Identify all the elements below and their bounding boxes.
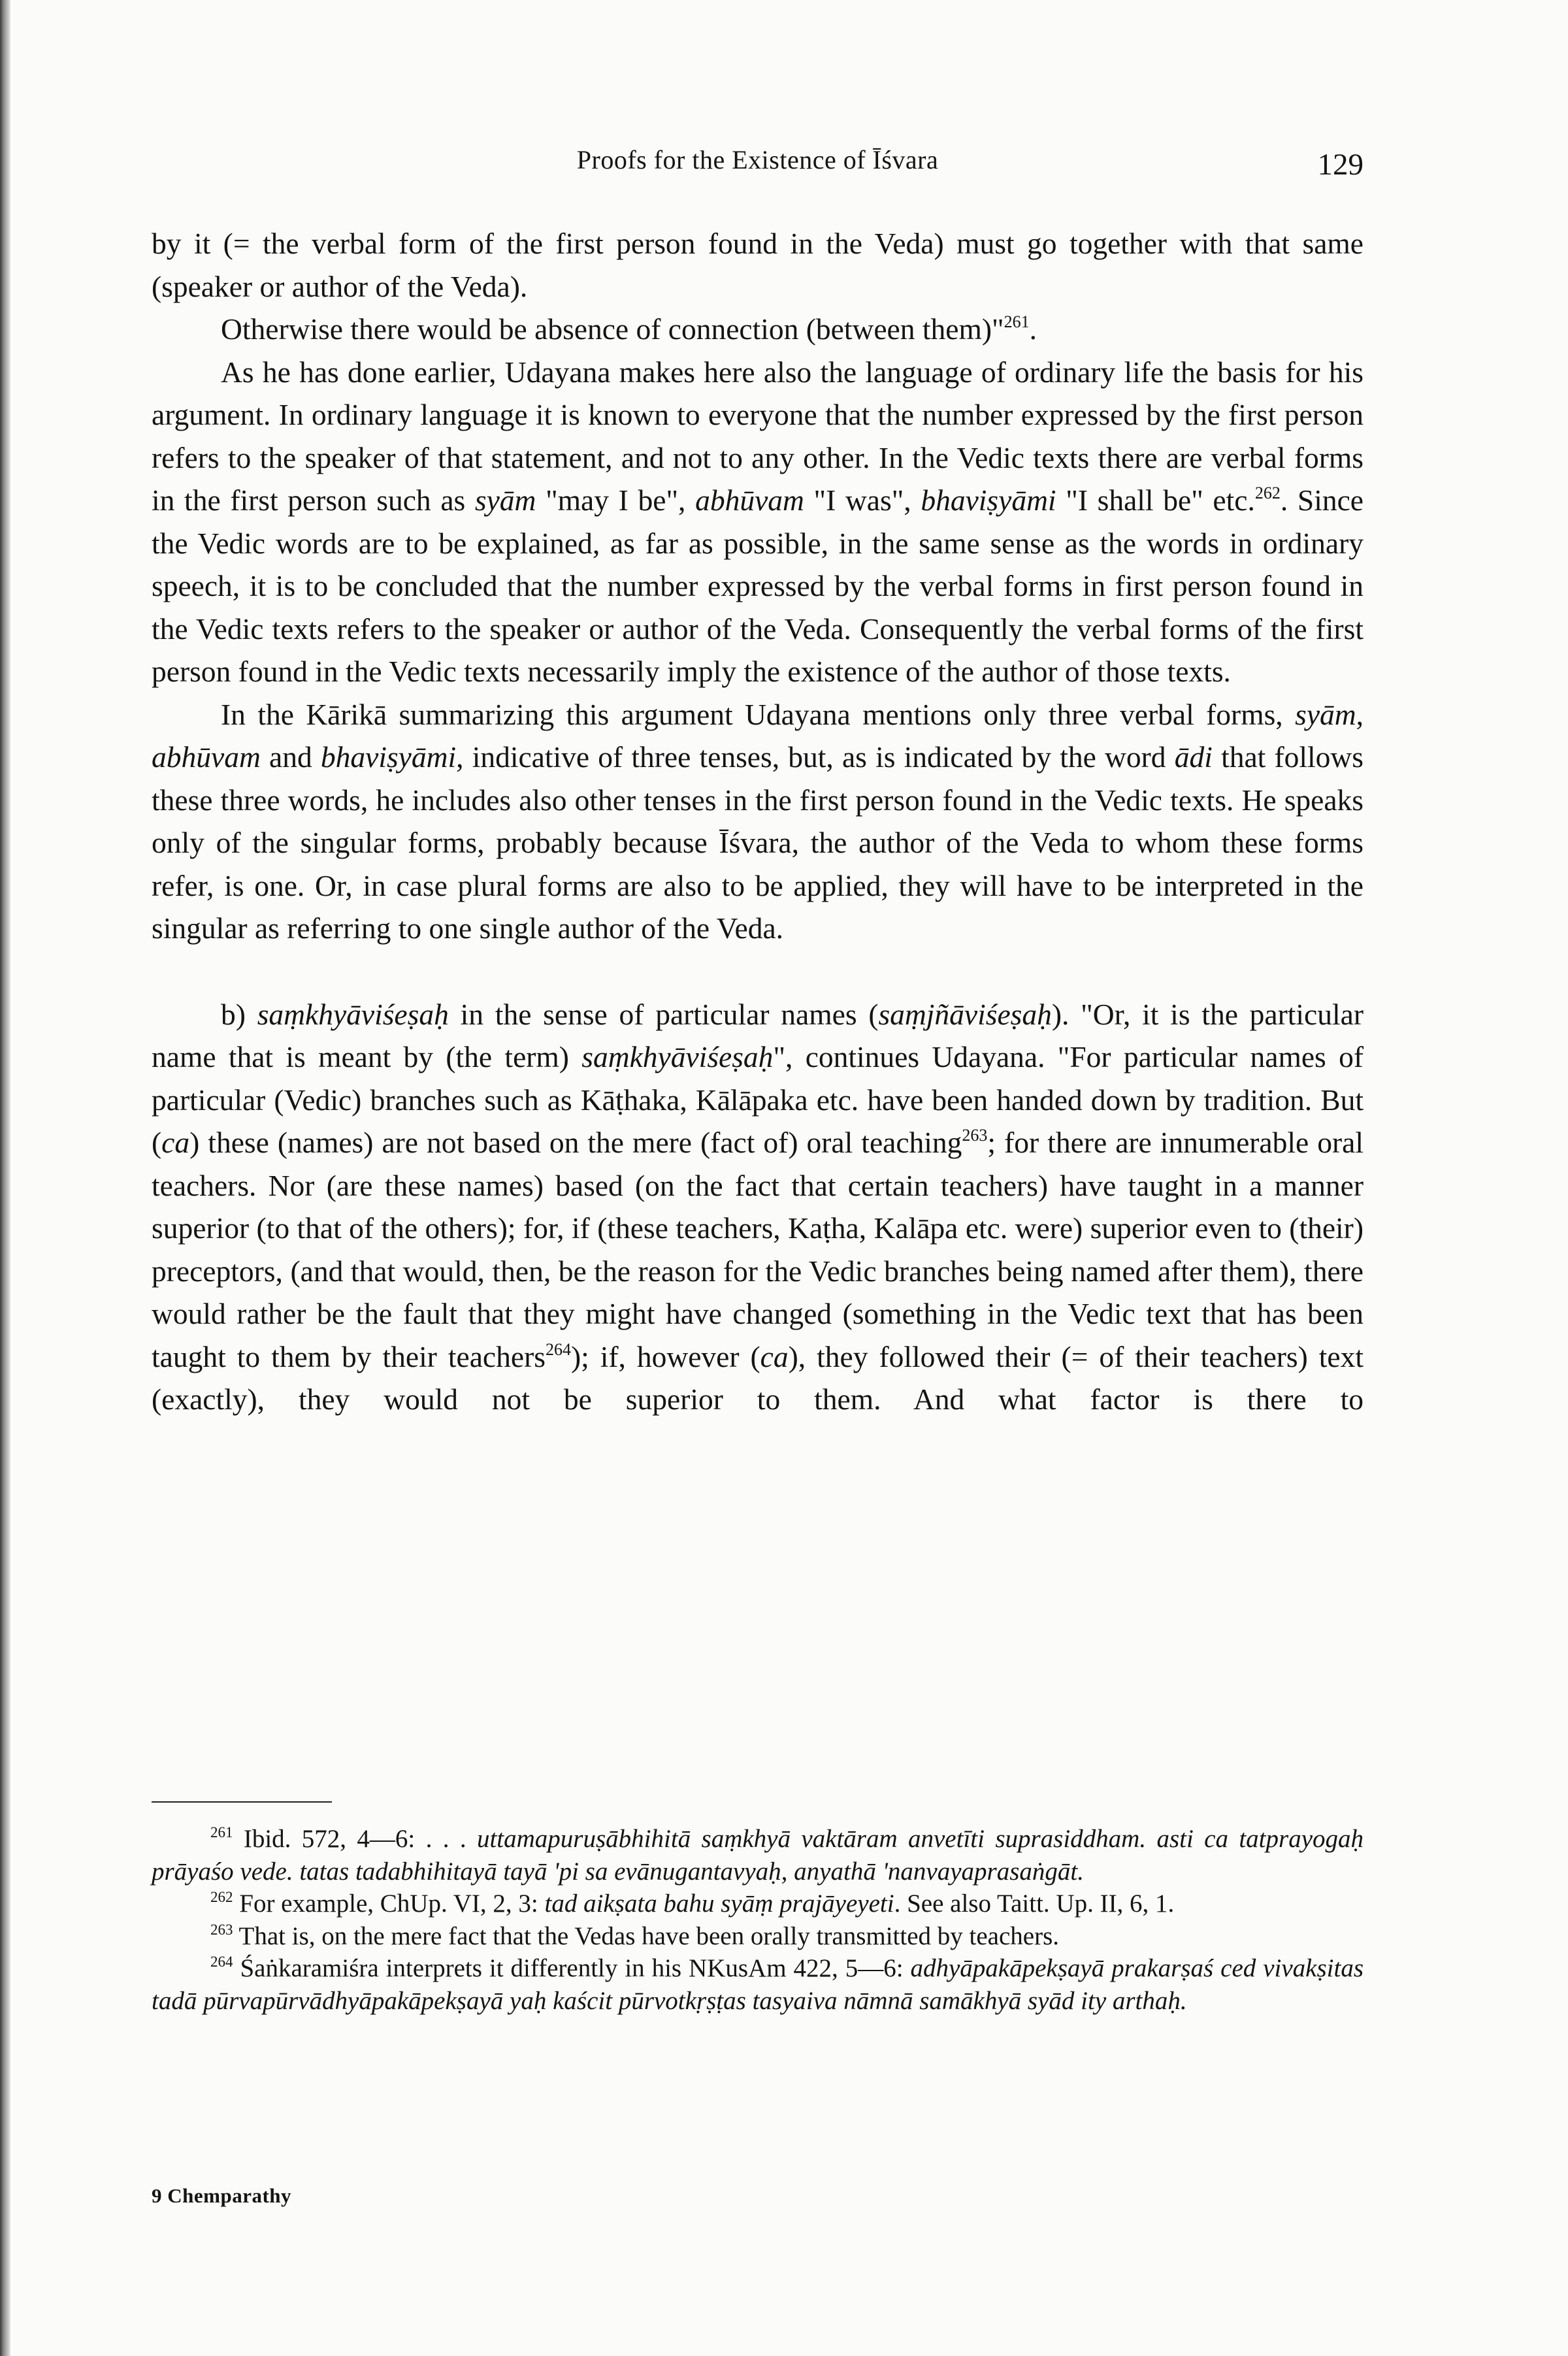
text-run: ); if, however ( [570,1339,760,1373]
sanskrit-term: ca [760,1339,789,1373]
page-header [152,139,1364,185]
text-run: ", continues Udayana. "For particular names of particular (Vedic) branches such as Kāṭhaka, Kālāpaka etc. have been handed down by tradition. But ( [152,1040,1364,1159]
footnote-number: 264 [210,1954,233,1970]
footnote-separator [152,1801,332,1803]
footnote-number: 261 [210,1824,233,1841]
text-run: , indicative of three tenses, but, as is indicated by the word [456,740,1175,774]
sanskrit-quote: uttamapuruṣābhihitā saṃkhyā vaktāram anvetīti suprasiddham. asti ca tatprayogaḥ prāyaśo vede. tatas tadabhihitayā tayā 'pi sa evānugantavyaḥ, anyathā 'nanvayaprasaṅgāt. [152,1825,1364,1886]
page-number: 129 [1317,148,1364,182]
running-title: Proofs for the Existence of Īśvara [576,145,939,174]
text-run: . Since the Vedic words are to be explained, as far as possible, in the same sense as the words in ordinary speech, it is to be concluded that the number expressed by the verbal forms in first person found in the Vedic texts refers to the speaker or author of the Veda. Consequently the verbal forms of the first person found in the Vedic texts necessarily imply the existence of the author of those texts. [152,483,1364,688]
text-run: Otherwise there would be absence of connection (between them)" [221,312,1004,346]
text-run: b) [221,997,257,1031]
sanskrit-term: bhaviṣyāmi [921,483,1056,517]
footnote-number: 263 [210,1921,233,1938]
footnote-ref-263[interactable]: 263 [962,1126,988,1145]
text-run: by it (= the verbal form of the first person found in the Veda) must go together with that same (speaker or author of the Veda). [152,227,1364,303]
paragraph: Otherwise there would be absence of connection (between them)"$^{261}$. [221,312,1037,346]
footnote-263 [152,1920,1364,1953]
text-run: that follows these three words, he includes also other tenses in the first person found in the Vedic texts. He speaks only of the singular forms, probably because Īśvara, the author of the Veda to whom these forms refer, is one. Or, in case plural forms are also to be applied, they will have to be interpreted in the singular as referring to one single author of the Veda. [152,740,1364,945]
sanskrit-term: ca [161,1126,190,1159]
sanskrit-term: saṃjñāviśeṣaḥ [878,997,1052,1031]
footnote-264 [152,1952,1364,2017]
sanskrit-term: saṃkhyāviśeṣaḥ [581,1040,774,1073]
text-run: ). "Or, it is the particular name that is meant by (the term) [152,997,1364,1073]
paragraph: In the Kārikā summarizing this argument Udayana mentions only three verbal forms, syām, abhūvam and bhaviṣyāmi, indicative of three tenses, but, as is indicated by the word ādi that follows these three words, he includes also other tenses in the first person found in the Vedic texts. He speaks only of the singular forms, probably because Īśvara, the author of the Veda to whom these forms refer, is one. Or, in case plural forms are also to be applied, they will have to be interpreted in the singular as referring to one single author of the Veda. [152,697,1364,945]
text-run: . See also Taitt. Up. II, 6, 1. [894,1890,1175,1918]
sanskrit-term: abhūvam [152,740,261,774]
sanskrit-term: saṃkhyāviśeṣaḥ [257,997,449,1031]
text-run: in the sense of particular names ( [448,997,879,1031]
footnote-261 [152,1823,1364,1888]
paragraph [152,222,1364,308]
text-run: "may I be", [536,483,696,517]
footnote-ref-261[interactable]: 261 [1004,312,1030,331]
signature-mark: 9 Chemparathy [152,2184,292,2207]
sanskrit-term: syām [474,483,536,517]
text-run: ), they followed their (= of their teachers) text (exactly), they would not be superior to them. And what factor is there to [152,1339,1364,1416]
sanskrit-term: bhaviṣyāmi [320,740,457,774]
main-text [152,222,1364,1421]
sanskrit-term: syām [1295,697,1356,731]
footnotes [152,1823,1364,2017]
scan-binding-edge [0,0,10,2356]
text-run: "I shall be" etc. [1056,483,1255,517]
text-run: As he has done earlier, Udayana makes here also the language of ordinary life the basis for his argument. In ordinary language it is known to everyone that the number expressed by the first person refers to the speaker of that statement, and not to any other. In the Vedic texts there are verbal forms in the first person such as [152,355,1364,517]
sanskrit-term: abhūvam [695,483,804,517]
text-run: Śaṅkaramiśra interprets it differently in his NKusAm 422, 5—6: [233,1954,911,1982]
footnote-number: 262 [210,1889,233,1905]
text-run: ; for there are innumerable oral teachers. Nor (are these names) based (on the fact that certain teachers) have taught in a manner superior (to that of the others); for, if (these teachers, Kaṭha, Kalāpa etc. were) superior even to (their) preceptors, (and that would, then, be the reason for the Vedic branches being named after them), there would rather be the fault that they might have changed (something in the Vedic text that has been taught to them by their teachers [152,1126,1364,1373]
footnote-262 [152,1888,1364,1920]
text-run: and [260,740,321,774]
footnote-ref-264[interactable]: 264 [545,1339,571,1359]
text-run: Ibid. 572, 4—6: . . . [233,1825,477,1853]
text-run: For example, ChUp. VI, 2, 3: [233,1890,545,1918]
sanskrit-term: ādi [1174,740,1213,774]
sanskrit-quote: adhyāpakāpekṣayā prakarṣaś ced vivakṣitas tadā pūrvapūrvādhyāpakāpekṣayā yaḥ kaścit pūrvotkṛṣṭas tasyaiva nāmnā samākhyā syād ity arthaḥ. [152,1954,1364,2015]
paragraph [152,351,1364,693]
text-run: ) these (names) are not based on the mere (fact of) oral teaching [189,1126,962,1159]
text-run: "I was", [804,483,921,517]
footnote-ref-262[interactable]: 262 [1254,483,1281,502]
paragraph [152,993,1364,1421]
text-run: That is, on the mere fact that the Vedas have been orally transmitted by teachers. [233,1922,1060,1950]
text-run: In the Kārikā summarizing this argument Udayana mentions only three verbal forms, [221,697,1296,731]
sanskrit-quote: tad aikṣata bahu syāṃ prajāyeyeti [544,1890,894,1918]
